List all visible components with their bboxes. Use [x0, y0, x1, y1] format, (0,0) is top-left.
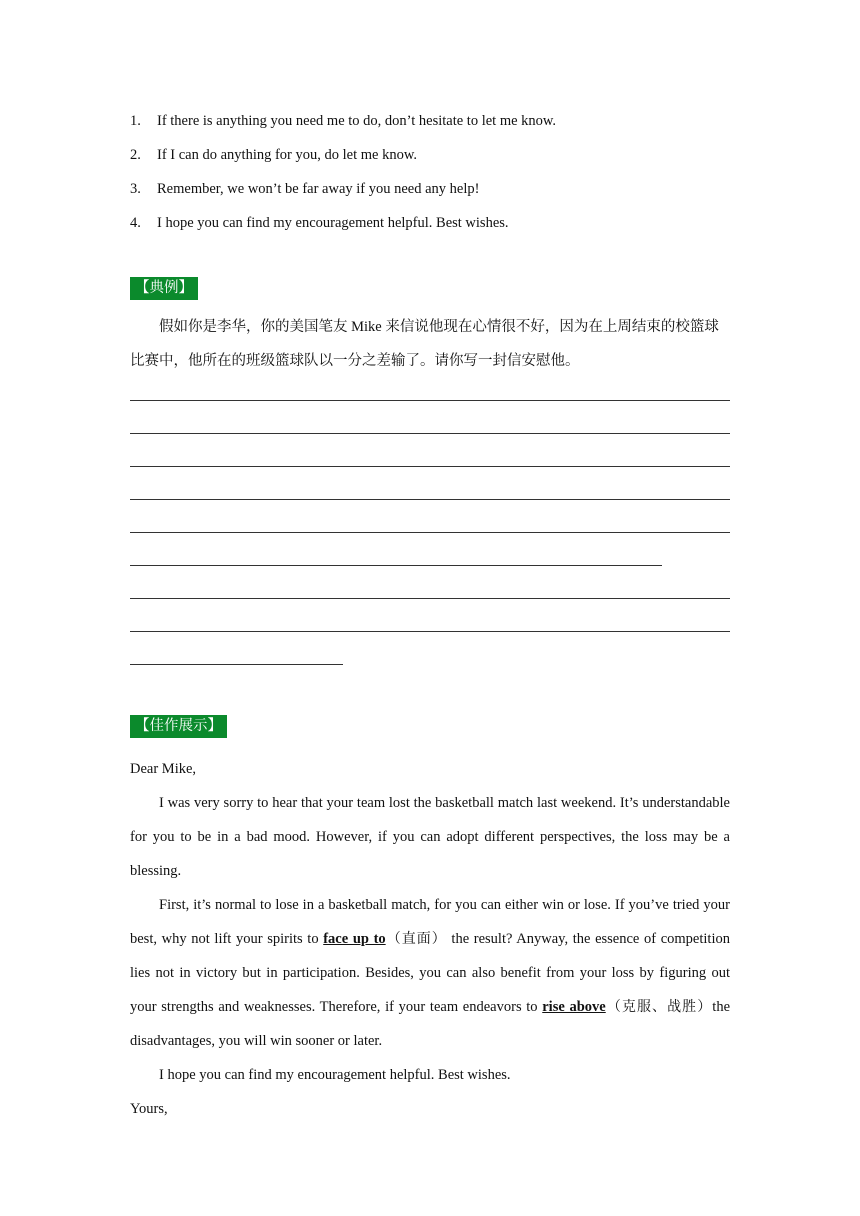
- paragraph-2-text: First, it’s normal to lose in a basketball match, for you can either win or lose. If you’ve tried your best, why not lift your spirits to: [130, 897, 730, 947]
- answer-line: [130, 467, 730, 500]
- list-text: If I can do anything for you, do let me know.: [157, 147, 417, 163]
- example-prompt: 假如你是李华，你的美国笔友 Mike 来信说他现在心情很不好，因为在上周结束的校篮球比赛中，他所在的班级篮球队以一分之差输了。请你写一封信安慰他。: [130, 319, 719, 369]
- paragraph-2-text: the disadvantages, you will win sooner or later.: [130, 999, 731, 1049]
- answer-line: [130, 500, 730, 533]
- list-text: If there is anything you need me to do, don’t hesitate to let me know.: [157, 113, 557, 129]
- gloss-2: （克服、战胜）: [605, 999, 713, 1015]
- list-number: 1.: [130, 113, 141, 129]
- list-number: 4.: [130, 215, 141, 231]
- paragraph-2: [130, 888, 730, 1058]
- answer-line: [130, 401, 730, 434]
- answer-line: [130, 434, 730, 467]
- answer-line: [130, 566, 730, 599]
- list-number: 2.: [130, 147, 141, 163]
- list-item: [130, 110, 730, 144]
- gloss-1: （直面）: [385, 931, 447, 947]
- list-number: 3.: [130, 181, 141, 197]
- answer-line: [130, 632, 343, 665]
- paragraph-2-text: the result? Anyway, the essence of competition lies not in victory but in participation. Besides, you can also benefit from your loss by figuring out your strengths and weaknesses. Therefore, if your team endeavors to: [130, 931, 730, 1015]
- closing: Yours,: [130, 1101, 168, 1117]
- phrase-list: [130, 110, 730, 246]
- list-item: [130, 144, 730, 178]
- list-item: [130, 212, 730, 246]
- paragraph-3: I hope you can find my encouragement helpful. Best wishes.: [159, 1067, 511, 1083]
- answer-line: [130, 533, 662, 566]
- list-text: Remember, we won’t be far away if you need any help!: [157, 181, 480, 197]
- paragraph-1: I was very sorry to hear that your team lost the basketball match last weekend. It’s understandable for you to be in a bad mood. However, if you can adopt different perspectives, the loss may be a blessing.: [130, 795, 730, 879]
- model-tag: 【佳作展示】: [130, 715, 227, 738]
- model-essay: [130, 752, 730, 1126]
- greeting: Dear Mike,: [130, 761, 197, 777]
- list-text: I hope you can find my encouragement helpful. Best wishes.: [157, 215, 509, 231]
- keyword-face-up-to: face up to: [323, 931, 386, 947]
- answer-lines: [130, 400, 730, 665]
- keyword-rise-above: rise above: [542, 999, 606, 1015]
- list-item: [130, 178, 730, 212]
- answer-line: [130, 599, 730, 632]
- example-tag: 【典例】: [130, 277, 198, 300]
